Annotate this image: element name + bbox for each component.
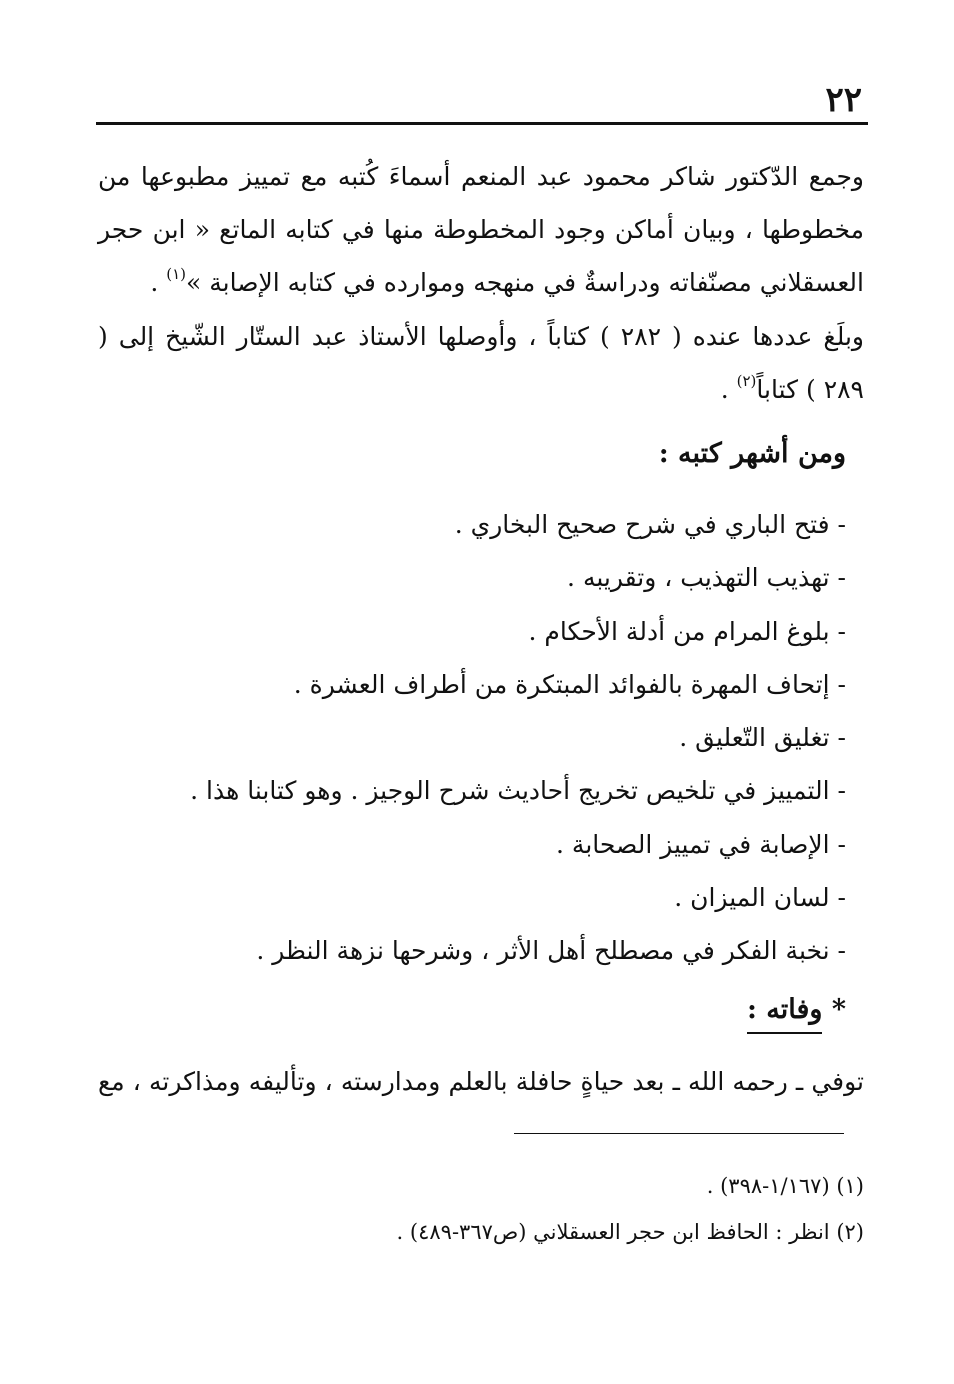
list-item: - إتحاف المهرة بالفوائد المبتكرة من أطراف العشرة . bbox=[293, 669, 846, 699]
star-icon: * bbox=[831, 994, 846, 1025]
paragraph-tail: . bbox=[720, 375, 737, 404]
footnote-ref-2[interactable]: (٢) bbox=[736, 372, 757, 390]
list-item: - تهذيب التهذيب ، وتقريبه . bbox=[567, 563, 846, 593]
page-number: ٢٢ bbox=[825, 80, 862, 120]
list-item: - الإصابة في تمييز الصحابة . bbox=[556, 829, 846, 859]
list-item: - بلوغ المرام من أدلة الأحكام . bbox=[528, 616, 846, 646]
paragraph-works-count bbox=[98, 310, 864, 416]
footnotes bbox=[397, 1163, 864, 1255]
paragraph-text bbox=[98, 310, 864, 416]
death-heading bbox=[747, 990, 846, 1037]
paragraph-body: وجمع الدّكتور شاكر محمود عبد المنعم أسماءَ كُتبه مع تمييز مطبوعها من مخطوطها ، وبيان أماكن وجود المخطوطة منها في كتابه الماتع « ابن حجر العسقلاني مصنّفاته ودراسةٌ في منهجه وموارده في كتابه الإصابة » bbox=[98, 162, 865, 297]
books-list bbox=[190, 498, 846, 978]
paragraph-text bbox=[98, 150, 864, 309]
list-item: - لسان الميزان . bbox=[674, 883, 846, 913]
paragraph-tail: . bbox=[150, 268, 167, 297]
famous-books-heading: ومن أشهر كتبه : bbox=[658, 438, 846, 469]
death-paragraph: توفي ـ رحمه الله ـ بعد حياةٍ حافلة بالعلم ومدارسته ، وتأليفه ومذاكرته ، مع bbox=[98, 1067, 864, 1096]
list-item: - تغليق التّعليق . bbox=[679, 723, 846, 753]
list-item: - فتح الباري في شرح صحيح البخاري . bbox=[454, 510, 846, 539]
footnote-2: (٢) انظر : الحافظ ابن حجر العسقلاني (ص٣٦٧-٤٨٩) . bbox=[396, 1220, 864, 1244]
footnote-1: (١) (١/١٦٧-٣٩٨) . bbox=[706, 1174, 864, 1198]
footnote-ref-1[interactable]: (١) bbox=[166, 265, 187, 283]
death-heading-label: وفاته : bbox=[747, 990, 823, 1034]
paragraph-works-catalog bbox=[98, 150, 864, 309]
list-item: - نخبة الفكر في مصطلح أهل الأثر ، وشرحها نزهة النظر . bbox=[256, 936, 846, 966]
footnote-separator bbox=[514, 1133, 844, 1134]
list-item: - التمييز في تلخيص تخريج أحاديث شرح الوجيز . وهو كتابنا هذا . bbox=[190, 776, 846, 806]
paragraph-body: وبلَغ عددها عنده ( ٢٨٢ ) كتاباً ، وأوصلها الأستاذ عبد الستّار الشّيخ إلى ( ٢٨٩ ) كتاباً bbox=[98, 322, 864, 404]
header-rule bbox=[96, 122, 868, 125]
